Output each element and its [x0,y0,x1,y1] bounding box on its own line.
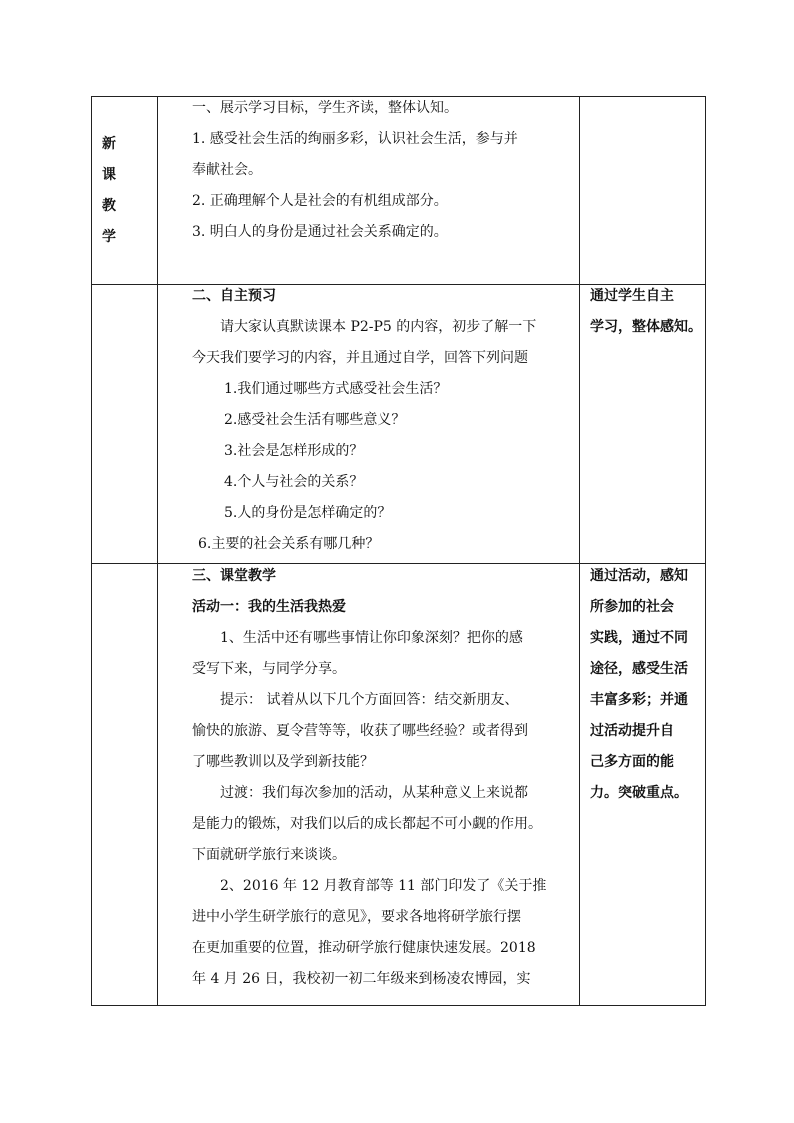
activity-text: 提示： 试着从以下几个方面回答：结交新朋友、 [220,692,519,708]
activity-text: 2、2016 年 12 月教育部等 11 部门印发了《关于推 [220,878,547,894]
objective-text: 3. 明白人的身份是通过社会关系确定的。 [192,224,448,240]
preview-question: 6.主要的社会关系有哪几种？ [198,536,380,552]
column-divider [579,97,580,1005]
design-note: 通过学生自主 [590,288,674,304]
activity-text: 受写下来，与同学分享。 [192,661,346,677]
lesson-plan-table [91,96,706,1006]
design-note: 过活动提升自 [590,723,674,739]
row-divider [92,284,705,285]
design-note: 实践，通过不同 [590,630,688,646]
row-divider [92,563,705,564]
design-note: 己多方面的能 [590,754,674,770]
activity-title: 活动一：我的生活我热爱 [192,599,346,615]
design-note: 学习，整体感知。 [590,319,702,335]
activity-text: 1、生活中还有哪些事情让你印象深刻？把你的感 [220,630,523,646]
preview-question: 4.个人与社会的关系？ [224,474,364,490]
objective-text: 2. 正确理解个人是社会的有机组成部分。 [192,193,448,209]
preview-question: 2.感受社会生活有哪些意义？ [224,412,406,428]
design-note: 所参加的社会 [590,599,674,615]
column-divider [157,97,158,1005]
preview-heading: 二、自主预习 [192,288,276,304]
objective-text: 奉献社会。 [192,162,262,178]
preview-question: 1.我们通过哪些方式感受社会生活？ [224,381,448,397]
activity-text: 下面就研学旅行来谈谈。 [192,847,346,863]
activity-text: 愉快的旅游、夏令营等等，收获了哪些经验？或者得到 [192,723,528,739]
objective-text: 1. 感受社会生活的绚丽多彩，认识社会生活，参与并 [192,131,518,147]
preview-question: 3.社会是怎样形成的？ [224,443,364,459]
section-label-char: 教 [102,198,116,214]
section-label-char: 课 [102,167,116,183]
design-note: 通过活动，感知 [590,568,688,584]
section-label [100,134,118,258]
activity-text: 年 4 月 26 日，我校初一初二年级来到杨凌农博园，实 [192,971,531,987]
objectives-heading: 一、展示学习目标，学生齐读，整体认知。 [192,100,458,116]
activity-text: 在更加重要的位置，推动研学旅行健康快速发展。2018 [192,940,536,956]
preview-intro: 今天我们要学习的内容，并且通过自学，回答下列问题 [192,350,528,366]
classroom-heading: 三、课堂教学 [192,568,276,584]
section-label-char: 学 [102,229,116,245]
design-note: 途径，感受生活 [590,661,688,677]
activity-text: 是能力的锻炼，对我们以后的成长都起不可小觑的作用。 [192,816,542,832]
activity-text: 了哪些教训以及学到新技能？ [192,754,374,770]
design-note: 力。突破重点。 [590,785,688,801]
preview-question: 5.人的身份是怎样确定的？ [224,505,392,521]
design-note: 丰富多彩；并通 [590,692,688,708]
activity-text: 过渡：我们每次参加的活动，从某种意义上来说都 [220,785,528,801]
preview-intro: 请大家认真默读课本 P2-P5 的内容，初步了解一下 [220,319,537,335]
activity-text: 进中小学生研学旅行的意见》，要求各地将研学旅行摆 [192,909,521,925]
section-label-char: 新 [102,136,116,152]
